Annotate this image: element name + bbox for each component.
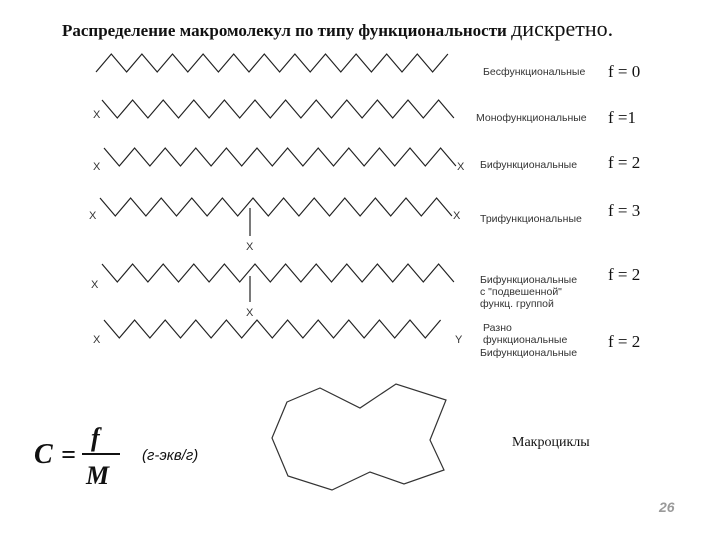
row-4-description-line3: функц. группой	[480, 298, 554, 310]
row-3-f-value: f = 3	[608, 201, 641, 220]
formula-denominator: M	[86, 461, 110, 490]
end-group-right-row-5: Y	[455, 334, 463, 346]
chain-row-4	[102, 264, 454, 282]
formula-c: C	[34, 439, 53, 470]
row-2-description: Бифункциональные	[480, 159, 578, 171]
row-2-f-value: f = 2	[608, 153, 641, 172]
macrocycle-label: Макроциклы	[512, 435, 590, 450]
row-5-description-line1: Разно	[483, 322, 512, 334]
row-0-description: Бесфункциональные	[483, 66, 586, 78]
title-tail: дискретно.	[511, 16, 614, 41]
row-3-description: Трифункциональные	[480, 213, 582, 225]
formula-numerator: f	[91, 423, 100, 452]
end-group-left-row-3: X	[89, 210, 97, 222]
end-group-right-row-3: X	[453, 210, 461, 222]
end-group-left-row-1: X	[93, 109, 101, 121]
title-main: Распределение макромолекул по типу функциональности	[62, 21, 507, 40]
chain-row-1	[102, 100, 454, 118]
chain-row-5	[104, 320, 441, 338]
formula-equals: =	[61, 440, 76, 469]
row-4-f-value: f = 2	[608, 265, 641, 284]
row-4-description-line1: Бифункциональные	[480, 274, 578, 286]
row-1-description: Монофункциональные	[476, 112, 587, 124]
row-1-f-value: f =1	[608, 108, 636, 127]
branch-group-row-4: X	[246, 307, 254, 319]
row-5-f-value: f = 2	[608, 332, 641, 351]
end-group-left-row-5: X	[93, 334, 101, 346]
row-0-f-value: f = 0	[608, 62, 641, 81]
formula-unit: (г-экв/г)	[142, 447, 199, 464]
chain-row-2	[104, 148, 456, 166]
end-group-right-row-2: X	[457, 161, 465, 173]
chain-row-0	[96, 54, 448, 72]
page-number: 26	[659, 499, 675, 515]
row-5-description-line3: Бифункциональные	[480, 347, 578, 359]
macrocycle-shape	[272, 384, 446, 490]
end-group-left-row-4: X	[91, 279, 99, 291]
row-4-description-line2: с "подвешенной"	[480, 286, 562, 298]
chain-row-3	[100, 198, 452, 216]
branch-group-row-3: X	[246, 241, 254, 253]
row-5-description-line2: функциональные	[483, 334, 568, 346]
end-group-left-row-2: X	[93, 161, 101, 173]
